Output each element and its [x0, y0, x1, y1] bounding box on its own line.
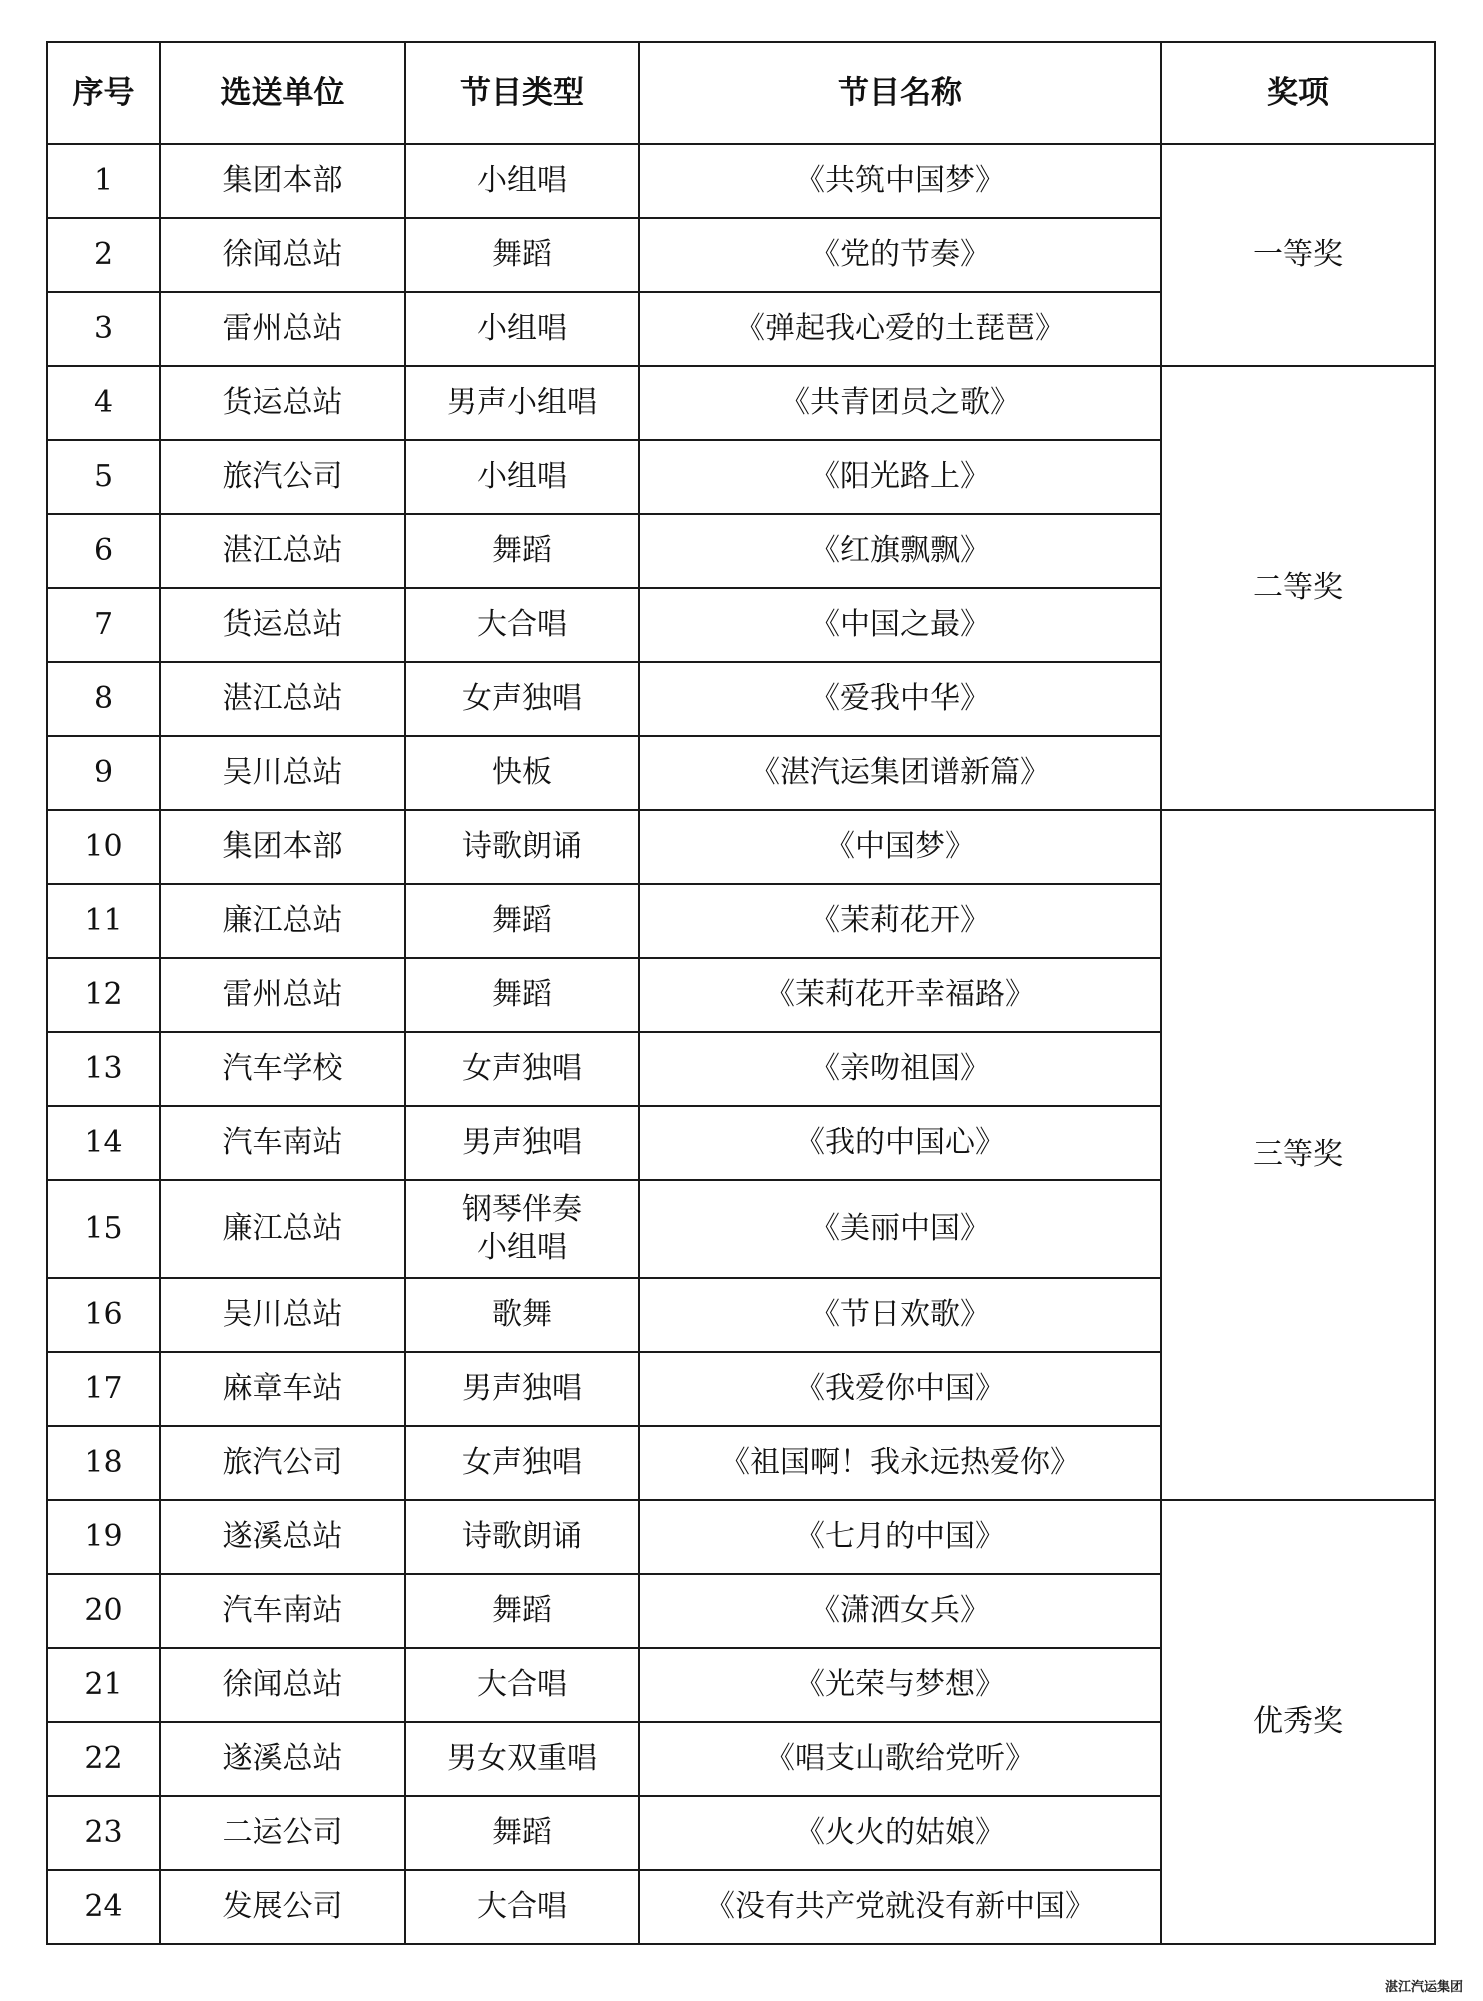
cell-type: [405, 1180, 639, 1278]
cell-no: 17: [47, 1352, 160, 1426]
cell-type-line: 舞蹈: [492, 1593, 552, 1628]
cell-type-line: 舞蹈: [492, 533, 552, 568]
cell-type: [405, 1574, 639, 1648]
cell-no: 24: [47, 1870, 160, 1944]
cell-no: 2: [47, 218, 160, 292]
cell-type-line: 诗歌朗诵: [462, 1519, 582, 1554]
cell-name: 《中国之最》: [639, 588, 1161, 662]
cell-unit: 湛江总站: [160, 514, 405, 588]
cell-type: [405, 1352, 639, 1426]
cell-type: [405, 366, 639, 440]
header-award: 奖项: [1161, 42, 1435, 144]
cell-name: 《亲吻祖国》: [639, 1032, 1161, 1106]
cell-type-line: 大合唱: [477, 1667, 567, 1702]
cell-no: 14: [47, 1106, 160, 1180]
cell-type-line: 舞蹈: [492, 1815, 552, 1850]
cell-unit: 发展公司: [160, 1870, 405, 1944]
cell-type: [405, 1500, 639, 1574]
cell-award: 三等奖: [1161, 810, 1435, 1500]
cell-no: 20: [47, 1574, 160, 1648]
cell-no: 5: [47, 440, 160, 514]
cell-type: [405, 1870, 639, 1944]
cell-name: 《爱我中华》: [639, 662, 1161, 736]
cell-no: 16: [47, 1278, 160, 1352]
cell-unit: 货运总站: [160, 366, 405, 440]
cell-no: 21: [47, 1648, 160, 1722]
cell-type: [405, 810, 639, 884]
cell-unit: 麻章车站: [160, 1352, 405, 1426]
cell-name: 《我的中国心》: [639, 1106, 1161, 1180]
cell-type: [405, 1278, 639, 1352]
cell-unit: 徐闻总站: [160, 218, 405, 292]
cell-no: 8: [47, 662, 160, 736]
cell-type: [405, 1426, 639, 1500]
cell-award: 一等奖: [1161, 144, 1435, 366]
cell-no: 9: [47, 736, 160, 810]
cell-type: [405, 958, 639, 1032]
table-row: [47, 810, 1435, 884]
header-row: [47, 42, 1435, 144]
table-body: [47, 144, 1435, 1944]
cell-no: 3: [47, 292, 160, 366]
cell-type: [405, 1648, 639, 1722]
cell-unit: 集团本部: [160, 144, 405, 218]
cell-name: 《弹起我心爱的土琵琶》: [639, 292, 1161, 366]
cell-type-line: 小组唱: [477, 1230, 567, 1265]
cell-no: 6: [47, 514, 160, 588]
cell-no: 18: [47, 1426, 160, 1500]
cell-no: 10: [47, 810, 160, 884]
cell-type-line: 男女双重唱: [447, 1741, 597, 1776]
cell-name: 《共青团员之歌》: [639, 366, 1161, 440]
cell-type-line: 女声独唱: [462, 1051, 582, 1086]
cell-no: 7: [47, 588, 160, 662]
cell-no: 13: [47, 1032, 160, 1106]
cell-type-line: 小组唱: [477, 459, 567, 494]
cell-no: 19: [47, 1500, 160, 1574]
cell-unit: 吴川总站: [160, 736, 405, 810]
table-row: [47, 366, 1435, 440]
cell-unit: 雷州总站: [160, 292, 405, 366]
header-unit: 选送单位: [160, 42, 405, 144]
cell-type-line: 男声独唱: [462, 1371, 582, 1406]
table-row: [47, 144, 1435, 218]
cell-name: 《七月的中国》: [639, 1500, 1161, 1574]
cell-type-line: 快板: [492, 755, 552, 790]
cell-type-line: 舞蹈: [492, 237, 552, 272]
header-name: 节目名称: [639, 42, 1161, 144]
cell-type-line: 男声独唱: [462, 1125, 582, 1160]
cell-unit: 货运总站: [160, 588, 405, 662]
cell-unit: 旅汽公司: [160, 1426, 405, 1500]
cell-type-line: 舞蹈: [492, 977, 552, 1012]
cell-name: 《共筑中国梦》: [639, 144, 1161, 218]
cell-name: 《没有共产党就没有新中国》: [639, 1870, 1161, 1944]
cell-type: [405, 884, 639, 958]
cell-type-line: 小组唱: [477, 311, 567, 346]
header-type: 节目类型: [405, 42, 639, 144]
cell-name: 《茉莉花开幸福路》: [639, 958, 1161, 1032]
cell-name: 《火火的姑娘》: [639, 1796, 1161, 1870]
cell-type-line: 诗歌朗诵: [462, 829, 582, 864]
cell-name: 《我爱你中国》: [639, 1352, 1161, 1426]
cell-unit: 遂溪总站: [160, 1500, 405, 1574]
cell-unit: 徐闻总站: [160, 1648, 405, 1722]
cell-type: [405, 292, 639, 366]
cell-name: 《光荣与梦想》: [639, 1648, 1161, 1722]
cell-type-line: 歌舞: [492, 1297, 552, 1332]
cell-award: 优秀奖: [1161, 1500, 1435, 1944]
cell-name: 《红旗飘飘》: [639, 514, 1161, 588]
cell-name: 《湛汽运集团谱新篇》: [639, 736, 1161, 810]
cell-type-line: 男声小组唱: [447, 385, 597, 420]
cell-unit: 汽车南站: [160, 1106, 405, 1180]
cell-no: 23: [47, 1796, 160, 1870]
cell-no: 15: [47, 1180, 160, 1278]
cell-unit: 吴川总站: [160, 1278, 405, 1352]
cell-unit: 廉江总站: [160, 884, 405, 958]
cell-name: 《茉莉花开》: [639, 884, 1161, 958]
cell-type-line: 舞蹈: [492, 903, 552, 938]
header-no: 序号: [47, 42, 160, 144]
awards-table: [46, 41, 1436, 1945]
cell-unit: 集团本部: [160, 810, 405, 884]
cell-type-line: 大合唱: [477, 1889, 567, 1924]
cell-unit: 汽车学校: [160, 1032, 405, 1106]
cell-type: [405, 662, 639, 736]
cell-no: 12: [47, 958, 160, 1032]
cell-type: [405, 144, 639, 218]
cell-unit: 二运公司: [160, 1796, 405, 1870]
cell-name: 《节日欢歌》: [639, 1278, 1161, 1352]
cell-type: [405, 1032, 639, 1106]
cell-award: 二等奖: [1161, 366, 1435, 810]
cell-no: 11: [47, 884, 160, 958]
cell-type: [405, 1106, 639, 1180]
cell-type: [405, 736, 639, 810]
cell-name: 《中国梦》: [639, 810, 1161, 884]
cell-name: 《阳光路上》: [639, 440, 1161, 514]
cell-unit: 湛江总站: [160, 662, 405, 736]
cell-type-line: 大合唱: [477, 607, 567, 642]
cell-no: 22: [47, 1722, 160, 1796]
table-header: [47, 42, 1435, 144]
cell-type: [405, 440, 639, 514]
cell-no: 4: [47, 366, 160, 440]
table-row: [47, 1500, 1435, 1574]
cell-unit: 廉江总站: [160, 1180, 405, 1278]
cell-type: [405, 1722, 639, 1796]
cell-unit: 遂溪总站: [160, 1722, 405, 1796]
cell-type-line: 小组唱: [477, 163, 567, 198]
cell-type: [405, 218, 639, 292]
cell-name: 《美丽中国》: [639, 1180, 1161, 1278]
cell-unit: 汽车南站: [160, 1574, 405, 1648]
cell-name: 《祖国啊！我永远热爱你》: [639, 1426, 1161, 1500]
cell-no: 1: [47, 144, 160, 218]
cell-type-line: 女声独唱: [462, 1445, 582, 1480]
cell-type: [405, 588, 639, 662]
cell-unit: 旅汽公司: [160, 440, 405, 514]
cell-type: [405, 1796, 639, 1870]
cell-name: 《党的节奏》: [639, 218, 1161, 292]
cell-name: 《唱支山歌给党听》: [639, 1722, 1161, 1796]
cell-name: 《潇洒女兵》: [639, 1574, 1161, 1648]
cell-type-line: 钢琴伴奏: [462, 1192, 582, 1227]
watermark-text: 湛江汽运集团: [1384, 1980, 1463, 1995]
cell-unit: 雷州总站: [160, 958, 405, 1032]
cell-type-line: 女声独唱: [462, 681, 582, 716]
cell-type: [405, 514, 639, 588]
